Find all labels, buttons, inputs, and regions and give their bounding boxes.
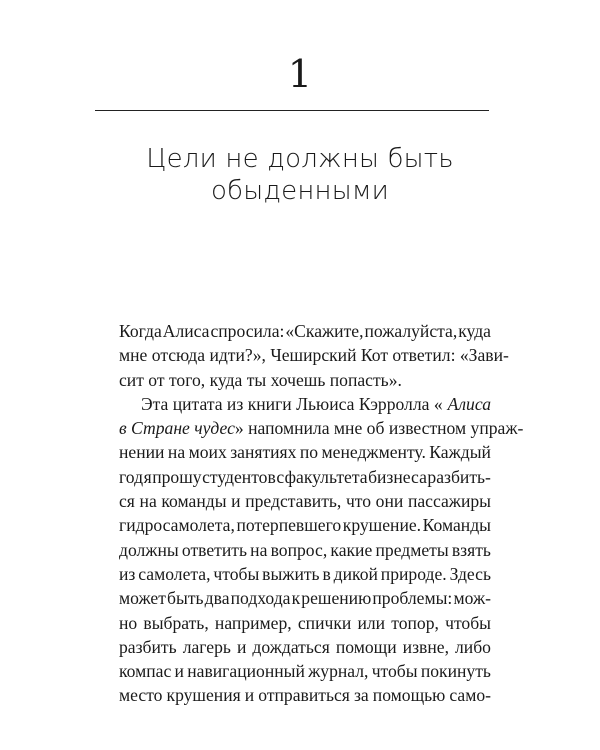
word: предметы <box>375 539 449 560</box>
text-line <box>119 611 491 635</box>
word: должны <box>119 539 179 560</box>
word: с <box>276 466 285 487</box>
word: что <box>345 491 372 512</box>
word: представить, <box>245 491 342 512</box>
word: крушение. <box>342 515 422 536</box>
word: подхода <box>230 588 291 609</box>
word: ответить <box>181 539 247 560</box>
chapter-title <box>0 143 600 207</box>
word: чтобы <box>371 661 418 682</box>
word: прошу <box>152 466 202 487</box>
text-line <box>119 392 491 416</box>
word: само- <box>449 685 491 706</box>
text-line <box>119 538 491 562</box>
chapter-number: 1 <box>287 52 313 96</box>
word: взять <box>451 539 491 560</box>
word: Когда <box>119 321 162 341</box>
word: студентов <box>202 466 276 487</box>
word: вопрос, <box>270 539 328 560</box>
word: крушения <box>166 685 241 706</box>
text-line <box>119 489 491 513</box>
word: занятиях <box>230 442 297 463</box>
word: гидросамолета, <box>119 515 235 536</box>
word: в <box>322 563 331 584</box>
text-line <box>119 416 524 440</box>
word: моих <box>188 442 227 463</box>
word: проблемы: <box>372 588 453 609</box>
word: решению <box>301 588 372 609</box>
word: ся <box>119 491 135 512</box>
word: Команды <box>422 515 491 536</box>
word: либо <box>455 636 491 657</box>
word: может <box>119 588 166 609</box>
word: например, <box>214 612 292 633</box>
word: природе. <box>380 563 447 584</box>
word: и <box>231 491 241 512</box>
word: на <box>167 442 186 463</box>
word: из <box>119 563 136 584</box>
text-line <box>119 513 491 537</box>
word: Алиса <box>162 321 210 341</box>
word: чтобы <box>213 563 260 584</box>
word: Каждый <box>429 442 491 463</box>
text-fragment: » напомнила мне об известном упраж- <box>234 418 524 439</box>
word: разбить <box>119 636 177 657</box>
word: пассажиры <box>407 491 491 512</box>
body-text <box>119 319 524 708</box>
word: и <box>236 636 247 657</box>
word: я <box>143 466 152 487</box>
word: дикой <box>333 563 378 584</box>
word: топор, <box>391 612 439 633</box>
word: место <box>119 685 163 706</box>
word: помощью <box>372 685 446 706</box>
word: спросила: <box>210 321 285 341</box>
word: Здесь <box>449 563 491 584</box>
text-line <box>119 465 491 489</box>
chapter-title-line: Цели не должны быть <box>146 144 454 174</box>
word: нении <box>119 442 165 463</box>
word: компас <box>119 661 172 682</box>
word: спички <box>297 612 352 633</box>
text-line <box>119 440 491 464</box>
text-line <box>119 586 491 610</box>
text-line <box>119 659 491 683</box>
word: дождаться <box>252 636 330 657</box>
word: навигационный <box>187 661 305 682</box>
word: но <box>119 612 138 633</box>
word: самолета, <box>138 563 211 584</box>
word: разбить- <box>427 466 491 487</box>
word: за <box>353 685 369 706</box>
word: быть <box>167 588 204 609</box>
chapter-divider <box>95 110 489 111</box>
word: выжить <box>262 563 320 584</box>
word: к <box>291 588 301 609</box>
word: извне, <box>402 636 449 657</box>
word: по <box>299 442 319 463</box>
text-line <box>119 635 491 659</box>
text-line <box>119 683 491 707</box>
book-title-fragment: в Стране чудес <box>119 418 235 439</box>
word: они <box>375 491 404 512</box>
text-line <box>119 319 491 343</box>
word: лагерь <box>182 636 231 657</box>
word: бизнеса <box>368 466 427 487</box>
book-title-fragment: Алиса <box>447 393 491 414</box>
word: журнал, <box>308 661 369 682</box>
word: или <box>357 612 386 633</box>
chapter-title-line: обыденными <box>211 176 389 206</box>
word: куда <box>458 321 491 341</box>
word: на <box>139 491 157 512</box>
word: на <box>250 539 268 560</box>
word: какие <box>330 539 373 560</box>
word: выбрать, <box>143 612 209 633</box>
text-fragment: Эта цитата из книги Льюиса Кэрролла « <box>141 393 443 414</box>
text-line: мне отсюда идти?», Чеширский Кот ответил: «Зави- <box>119 345 509 366</box>
word: помощи <box>335 636 397 657</box>
text-line <box>119 562 491 586</box>
word: отправиться <box>258 685 350 706</box>
word: и <box>174 661 184 682</box>
text-line: сит от того, куда ты хочешь попасть». <box>119 369 402 390</box>
word: факультета <box>284 466 368 487</box>
word: и <box>244 685 255 706</box>
word: команды <box>161 491 227 512</box>
word: «Скажите, <box>285 321 364 341</box>
word: потерпевшего <box>236 515 342 536</box>
word: менеджменту. <box>321 442 426 463</box>
word: чтобы <box>445 612 491 633</box>
word: год <box>119 466 144 487</box>
word: пожалуйста, <box>364 321 458 341</box>
word: мож- <box>453 588 491 609</box>
word: покинуть <box>420 661 491 682</box>
word: два <box>204 588 230 609</box>
